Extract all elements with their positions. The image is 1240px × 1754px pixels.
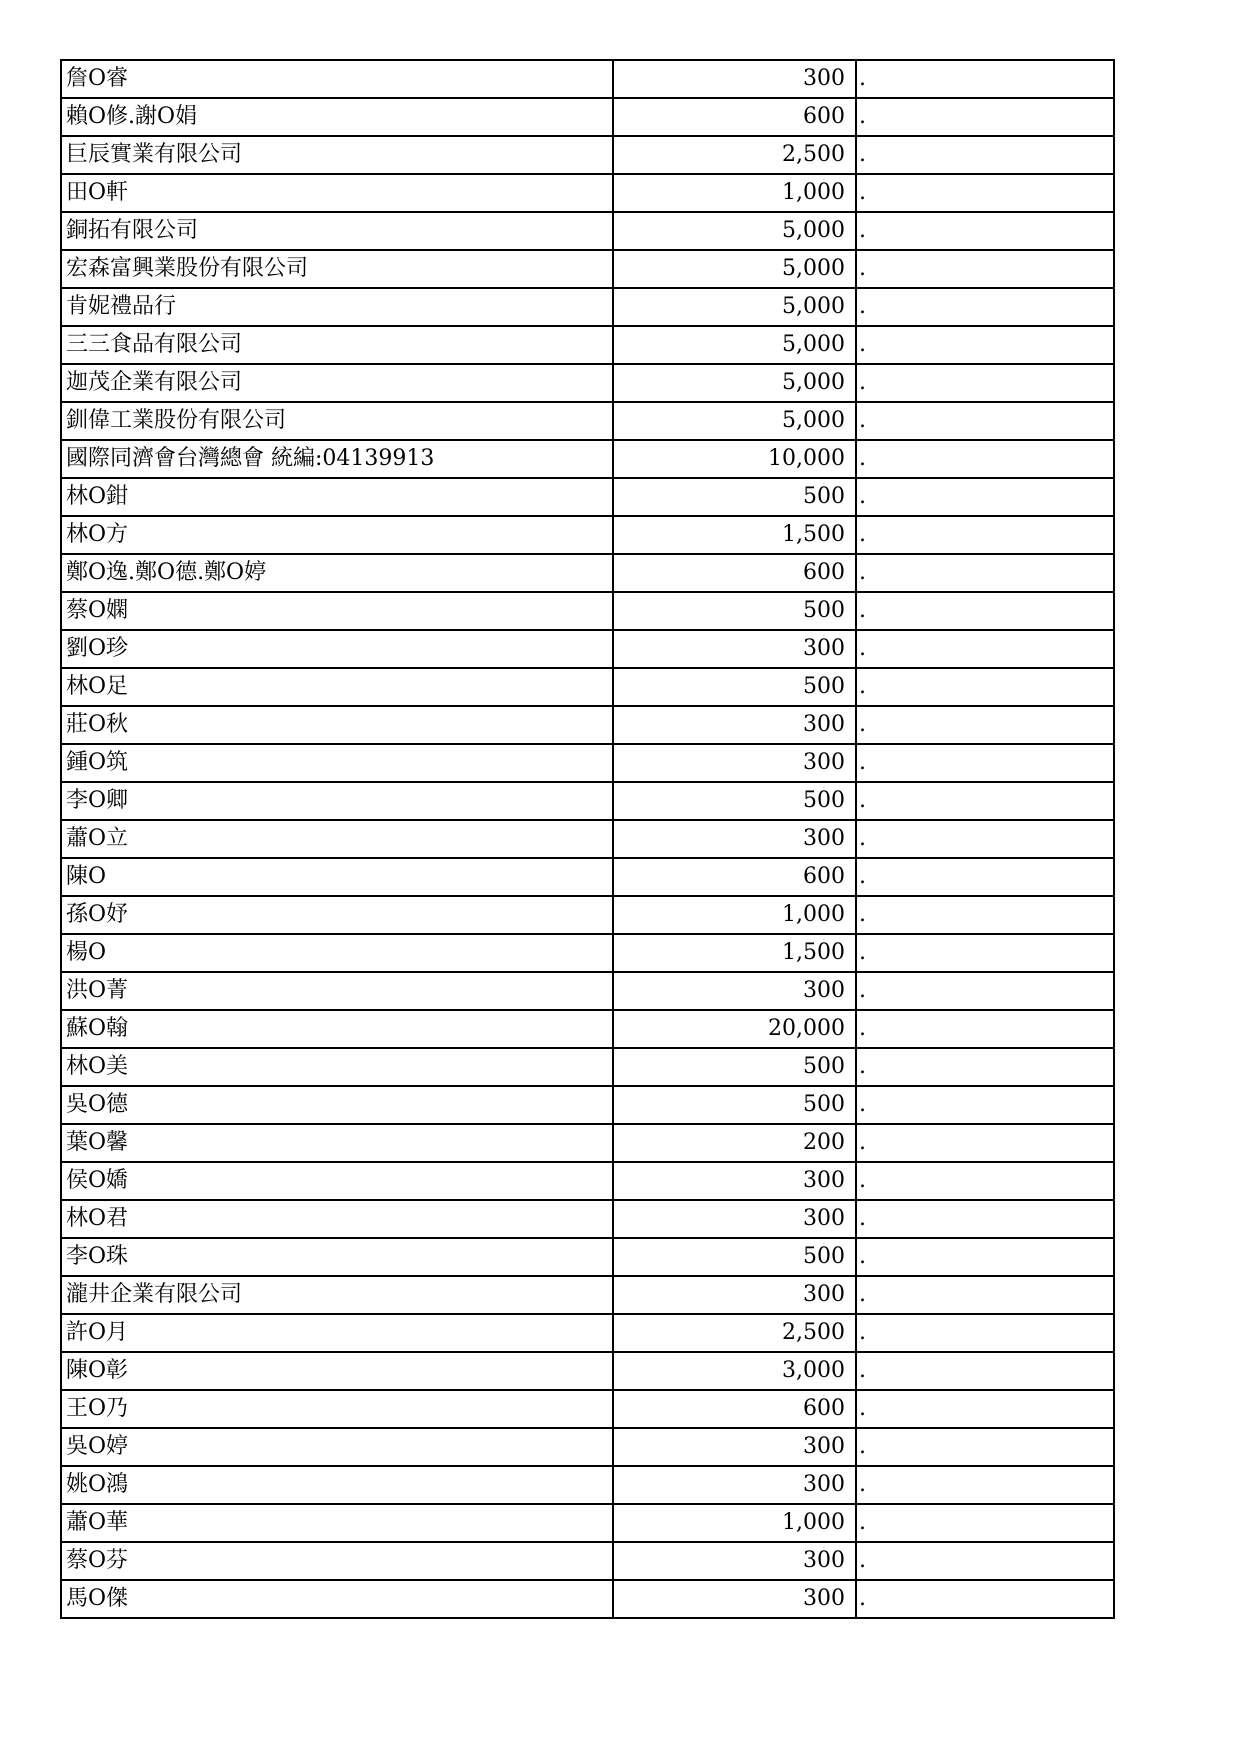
donation-amount-cell: 5,000	[613, 288, 856, 326]
table-row	[61, 98, 1114, 136]
donor-name-cell: 釧偉工業股份有限公司	[61, 402, 613, 440]
table-row	[61, 136, 1114, 174]
note-cell: .	[856, 1314, 1114, 1352]
donation-amount-cell: 500	[613, 1048, 856, 1086]
donor-name-cell: 迦茂企業有限公司	[61, 364, 613, 402]
note-cell: .	[856, 516, 1114, 554]
donor-name-cell: 田O軒	[61, 174, 613, 212]
table-row	[61, 1580, 1114, 1618]
note-cell: .	[856, 934, 1114, 972]
donor-name-cell: 李O珠	[61, 1238, 613, 1276]
donation-amount-cell: 600	[613, 858, 856, 896]
table-row	[61, 1390, 1114, 1428]
donor-name-cell: 莊O秋	[61, 706, 613, 744]
note-cell: .	[856, 440, 1114, 478]
donation-amount-cell: 1,500	[613, 516, 856, 554]
note-cell: .	[856, 1048, 1114, 1086]
donation-amount-cell: 1,000	[613, 896, 856, 934]
donor-name-cell: 巨辰實業有限公司	[61, 136, 613, 174]
table-row	[61, 1314, 1114, 1352]
table-row	[61, 402, 1114, 440]
table-row	[61, 1086, 1114, 1124]
table-row	[61, 174, 1114, 212]
donor-name-cell: 蔡O芬	[61, 1542, 613, 1580]
note-cell: .	[856, 972, 1114, 1010]
table-row	[61, 972, 1114, 1010]
donation-amount-cell: 3,000	[613, 1352, 856, 1390]
note-cell: .	[856, 212, 1114, 250]
donation-amount-cell: 20,000	[613, 1010, 856, 1048]
note-cell: .	[856, 1542, 1114, 1580]
table-row	[61, 478, 1114, 516]
donation-table-body	[61, 60, 1114, 1618]
note-cell: .	[856, 820, 1114, 858]
donor-name-cell: 馬O傑	[61, 1580, 613, 1618]
donation-amount-cell: 300	[613, 1542, 856, 1580]
table-row	[61, 288, 1114, 326]
table-row	[61, 60, 1114, 98]
donor-name-cell: 林O足	[61, 668, 613, 706]
note-cell: .	[856, 98, 1114, 136]
donor-name-cell: 吳O德	[61, 1086, 613, 1124]
note-cell: .	[856, 1466, 1114, 1504]
donor-name-cell: 蔡O嫻	[61, 592, 613, 630]
donation-amount-cell: 300	[613, 1428, 856, 1466]
table-row	[61, 212, 1114, 250]
note-cell: .	[856, 250, 1114, 288]
donation-amount-cell: 600	[613, 98, 856, 136]
table-row	[61, 934, 1114, 972]
donor-name-cell: 陳O	[61, 858, 613, 896]
donation-amount-cell: 300	[613, 744, 856, 782]
donor-name-cell: 侯O嬌	[61, 1162, 613, 1200]
donation-amount-cell: 500	[613, 668, 856, 706]
donor-name-cell: 陳O彰	[61, 1352, 613, 1390]
donation-amount-cell: 5,000	[613, 250, 856, 288]
table-row	[61, 668, 1114, 706]
donation-amount-cell: 300	[613, 60, 856, 98]
table-row	[61, 592, 1114, 630]
donation-amount-cell: 300	[613, 706, 856, 744]
donor-name-cell: 三三食品有限公司	[61, 326, 613, 364]
table-row	[61, 1428, 1114, 1466]
note-cell: .	[856, 1200, 1114, 1238]
donation-amount-cell: 2,500	[613, 1314, 856, 1352]
note-cell: .	[856, 554, 1114, 592]
donation-amount-cell: 200	[613, 1124, 856, 1162]
donor-name-cell: 林O君	[61, 1200, 613, 1238]
note-cell: .	[856, 1276, 1114, 1314]
donor-name-cell: 王O乃	[61, 1390, 613, 1428]
table-row	[61, 1048, 1114, 1086]
donor-name-cell: 姚O鴻	[61, 1466, 613, 1504]
table-row	[61, 1200, 1114, 1238]
table-row	[61, 1124, 1114, 1162]
donation-amount-cell: 300	[613, 1276, 856, 1314]
note-cell: .	[856, 1162, 1114, 1200]
donor-name-cell: 李O卿	[61, 782, 613, 820]
donor-name-cell: 蕭O華	[61, 1504, 613, 1542]
note-cell: .	[856, 896, 1114, 934]
note-cell: .	[856, 1086, 1114, 1124]
note-cell: .	[856, 630, 1114, 668]
donor-name-cell: 楊O	[61, 934, 613, 972]
table-row	[61, 1162, 1114, 1200]
note-cell: .	[856, 364, 1114, 402]
donation-amount-cell: 300	[613, 972, 856, 1010]
table-row	[61, 1466, 1114, 1504]
table-row	[61, 820, 1114, 858]
note-cell: .	[856, 668, 1114, 706]
table-row	[61, 1352, 1114, 1390]
donation-amount-cell: 300	[613, 1580, 856, 1618]
donation-amount-cell: 5,000	[613, 326, 856, 364]
donation-amount-cell: 5,000	[613, 364, 856, 402]
note-cell: .	[856, 782, 1114, 820]
donor-name-cell: 許O月	[61, 1314, 613, 1352]
note-cell: .	[856, 858, 1114, 896]
donation-table	[60, 59, 1115, 1619]
donor-name-cell: 林O鉗	[61, 478, 613, 516]
note-cell: .	[856, 592, 1114, 630]
table-row	[61, 630, 1114, 668]
donation-amount-cell: 300	[613, 1200, 856, 1238]
table-row	[61, 744, 1114, 782]
donor-name-cell: 林O方	[61, 516, 613, 554]
donation-amount-cell: 2,500	[613, 136, 856, 174]
donor-name-cell: 葉O馨	[61, 1124, 613, 1162]
donor-name-cell: 劉O珍	[61, 630, 613, 668]
table-row	[61, 1542, 1114, 1580]
table-row	[61, 516, 1114, 554]
donation-amount-cell: 300	[613, 820, 856, 858]
donor-name-cell: 國際同濟會台灣總會 統編:04139913	[61, 440, 613, 478]
donation-amount-cell: 10,000	[613, 440, 856, 478]
donor-name-cell: 蘇O翰	[61, 1010, 613, 1048]
donation-amount-cell: 1,500	[613, 934, 856, 972]
donor-name-cell: 孫O妤	[61, 896, 613, 934]
donation-amount-cell: 5,000	[613, 212, 856, 250]
table-row	[61, 250, 1114, 288]
donor-name-cell: 銅拓有限公司	[61, 212, 613, 250]
donor-name-cell: 賴O修.謝O娟	[61, 98, 613, 136]
donation-amount-cell: 600	[613, 1390, 856, 1428]
note-cell: .	[856, 706, 1114, 744]
table-row	[61, 364, 1114, 402]
donor-name-cell: 林O美	[61, 1048, 613, 1086]
note-cell: .	[856, 136, 1114, 174]
donation-amount-cell: 600	[613, 554, 856, 592]
note-cell: .	[856, 1390, 1114, 1428]
donation-amount-cell: 300	[613, 1466, 856, 1504]
table-row	[61, 1276, 1114, 1314]
donation-amount-cell: 5,000	[613, 402, 856, 440]
table-row	[61, 782, 1114, 820]
donor-name-cell: 蕭O立	[61, 820, 613, 858]
table-row	[61, 896, 1114, 934]
note-cell: .	[856, 744, 1114, 782]
note-cell: .	[856, 1504, 1114, 1542]
table-row	[61, 1010, 1114, 1048]
table-row	[61, 706, 1114, 744]
donation-amount-cell: 500	[613, 1086, 856, 1124]
donation-amount-cell: 1,000	[613, 1504, 856, 1542]
donation-amount-cell: 500	[613, 592, 856, 630]
donor-name-cell: 吳O婷	[61, 1428, 613, 1466]
donor-name-cell: 肯妮禮品行	[61, 288, 613, 326]
note-cell: .	[856, 288, 1114, 326]
note-cell: .	[856, 1238, 1114, 1276]
donor-name-cell: 詹O睿	[61, 60, 613, 98]
table-row	[61, 858, 1114, 896]
note-cell: .	[856, 1124, 1114, 1162]
table-row	[61, 554, 1114, 592]
table-row	[61, 440, 1114, 478]
donor-name-cell: 鍾O筑	[61, 744, 613, 782]
donation-amount-cell: 1,000	[613, 174, 856, 212]
donor-name-cell: 洪O菁	[61, 972, 613, 1010]
note-cell: .	[856, 326, 1114, 364]
note-cell: .	[856, 60, 1114, 98]
donor-name-cell: 鄭O逸.鄭O德.鄭O婷	[61, 554, 613, 592]
donation-amount-cell: 500	[613, 1238, 856, 1276]
donation-amount-cell: 300	[613, 1162, 856, 1200]
note-cell: .	[856, 1580, 1114, 1618]
note-cell: .	[856, 1428, 1114, 1466]
table-row	[61, 1238, 1114, 1276]
donation-amount-cell: 500	[613, 782, 856, 820]
donation-amount-cell: 500	[613, 478, 856, 516]
note-cell: .	[856, 402, 1114, 440]
table-row	[61, 326, 1114, 364]
donor-name-cell: 瀧井企業有限公司	[61, 1276, 613, 1314]
donation-amount-cell: 300	[613, 630, 856, 668]
table-row	[61, 1504, 1114, 1542]
note-cell: .	[856, 174, 1114, 212]
donor-name-cell: 宏森富興業股份有限公司	[61, 250, 613, 288]
note-cell: .	[856, 1010, 1114, 1048]
note-cell: .	[856, 1352, 1114, 1390]
note-cell: .	[856, 478, 1114, 516]
